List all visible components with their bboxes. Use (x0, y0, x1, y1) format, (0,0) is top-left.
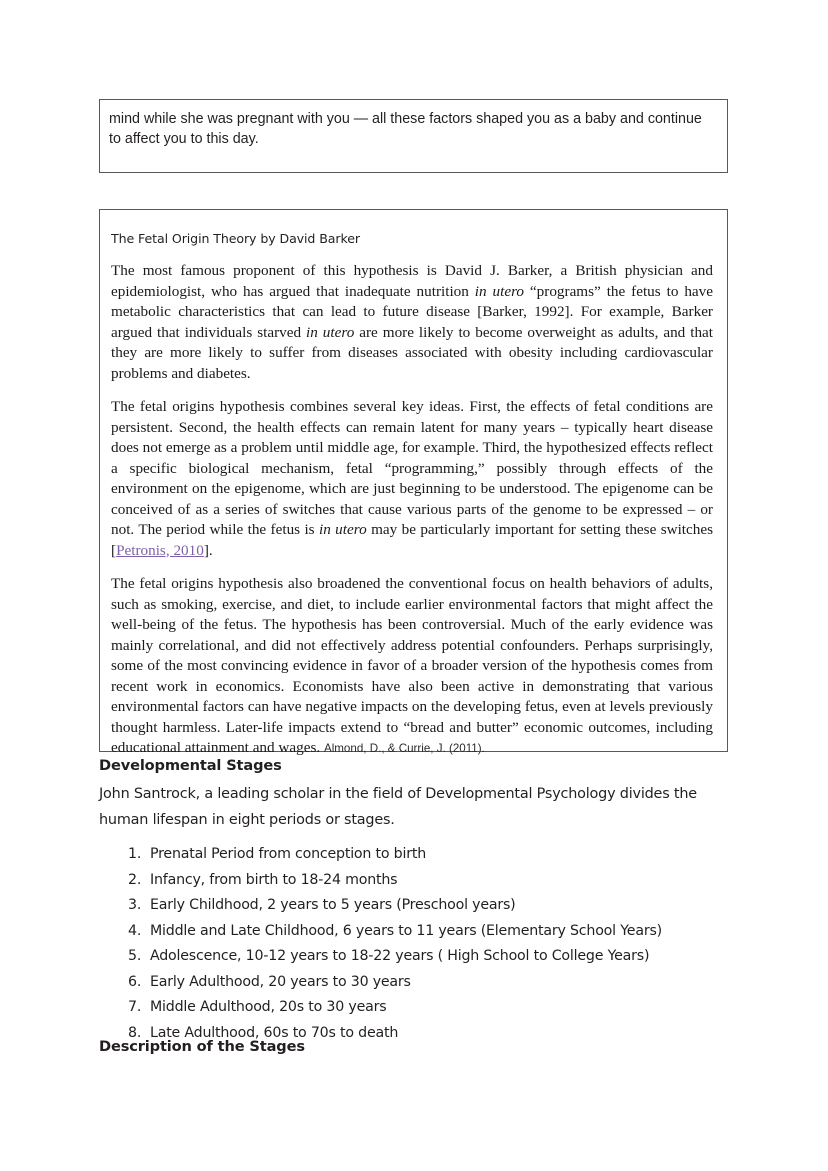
continuation-text: mind while she was pregnant with you — all these factors shaped you as a baby and continue to affect you to this day. (109, 111, 702, 147)
fetal-origin-theory-box (99, 209, 728, 756)
petronis-reference-link[interactable]: Petronis, 2010 (116, 541, 204, 559)
list-item (99, 970, 733, 996)
para2-part2: may be particularly important for setting these switches [ (111, 521, 714, 559)
para2-part3: ]. (203, 541, 213, 559)
list-item-number: 2. (128, 871, 142, 888)
list-item-label: Middle Adulthood, 20s to 30 years (150, 999, 387, 1015)
list-item-number: 1. (128, 846, 142, 862)
list-item-label: Early Childhood, 2 years to 5 years (Preschool years) (150, 897, 516, 913)
list-item (99, 919, 733, 945)
description-of-stages-section (99, 1037, 733, 1057)
developmental-stages-list (99, 842, 733, 1046)
list-item (99, 944, 733, 970)
list-item-label: Middle and Late Childhood, 6 years to 11 years (Elementary School Years) (150, 922, 662, 939)
para2-italic1: in utero (318, 521, 367, 538)
fetal-origin-paragraph-2 (109, 397, 715, 561)
developmental-stages-heading: Developmental Stages (99, 757, 282, 774)
list-item-label: Infancy, from birth to 18-24 months (150, 871, 398, 888)
developmental-stages-intro: John Santrock, a leading scholar in the field of Developmental Psychology divides the human lifespan in eight periods or stages. (99, 786, 697, 828)
para1-italic2: in utero (306, 323, 355, 341)
list-item (99, 995, 733, 1021)
list-item-number: 5. (128, 948, 142, 964)
list-item-label: Adolescence, 10-12 years to 18-22 years ( High School to College Years) (150, 948, 650, 964)
para1-italic1: in utero (474, 282, 525, 300)
list-item-number: 3. (128, 897, 142, 913)
almond-currie-citation: Almond, D., & Currie, J. (2011). (323, 742, 485, 755)
list-item-label: Prenatal Period from conception to birth (150, 846, 427, 862)
para1-part1: The most famous proponent of this hypothesis is David J. Barker, a British physician and epidemiologist, who has argued that inadequate nutrition (111, 262, 713, 300)
list-item (99, 893, 733, 919)
list-item-label: Late Adulthood, 60s to 70s to death (150, 1024, 399, 1041)
continuation-text-box (99, 99, 728, 173)
para2-part1: The fetal origins hypothesis combines several key ideas. First, the effects of fetal conditions are persistent. Second, the health effects can remain latent for many years – typically heart disease does not emerge as a problem until middle age, for example. Third, the hypothesized effects reflect a specific biological mechanism, fetal “programming,” possibly through effects of the environment on the epigenome, which are just beginning to be understood. The epigenome can be conceived of as a series of switches that cause various parts of the genome to be expressed – or not. The period while the fetus is (111, 398, 713, 538)
list-item-label: Early Adulthood, 20 years to 30 years (150, 973, 411, 990)
fetal-origin-paragraph-1 (109, 261, 715, 384)
list-item-number: 4. (128, 922, 142, 939)
developmental-stages-section (99, 756, 733, 1046)
list-item-number: 7. (128, 999, 142, 1015)
fetal-origin-paragraph-3 (109, 574, 715, 760)
para1-part3: are more likely to become overweight as adults, and that they are more likely to suffer from diseases associated with obesity including cardiovascular problems and diabetes. (111, 323, 713, 382)
list-item (99, 868, 733, 894)
list-item-number: 8. (128, 1024, 142, 1041)
para3-part1: The fetal origins hypothesis also broadened the conventional focus on health behaviors of adults, such as smoking, exercise, and diet, to include earlier environmental factors that might affect the well-being of the fetus. The hypothesis has been controversial. Much of the early evidence was mainly correlational, and did not effectively address potential confounders. Perhaps surprisingly, some of the most convincing evidence in favor of a broader version of the hypothesis comes from recent work in economics. Economists have also been active in demonstrating that various environmental factors can have negative impacts on the developing fetus, even at levels previously thought harmless. Later-life impacts extend to “bread and butter” economic outcomes, including educational attainment and wages. (111, 575, 713, 756)
list-item-number: 6. (128, 973, 142, 990)
para1-part2: “programs” the fetus to have metabolic characteristics that can lead to future disease [Barker, 1992]. For example, Barker argued that individuals starved (111, 282, 713, 341)
description-of-stages-heading: Description of the Stages (99, 1038, 305, 1055)
fetal-origin-heading: The Fetal Origin Theory by David Barker (111, 231, 360, 246)
list-item (99, 842, 733, 868)
